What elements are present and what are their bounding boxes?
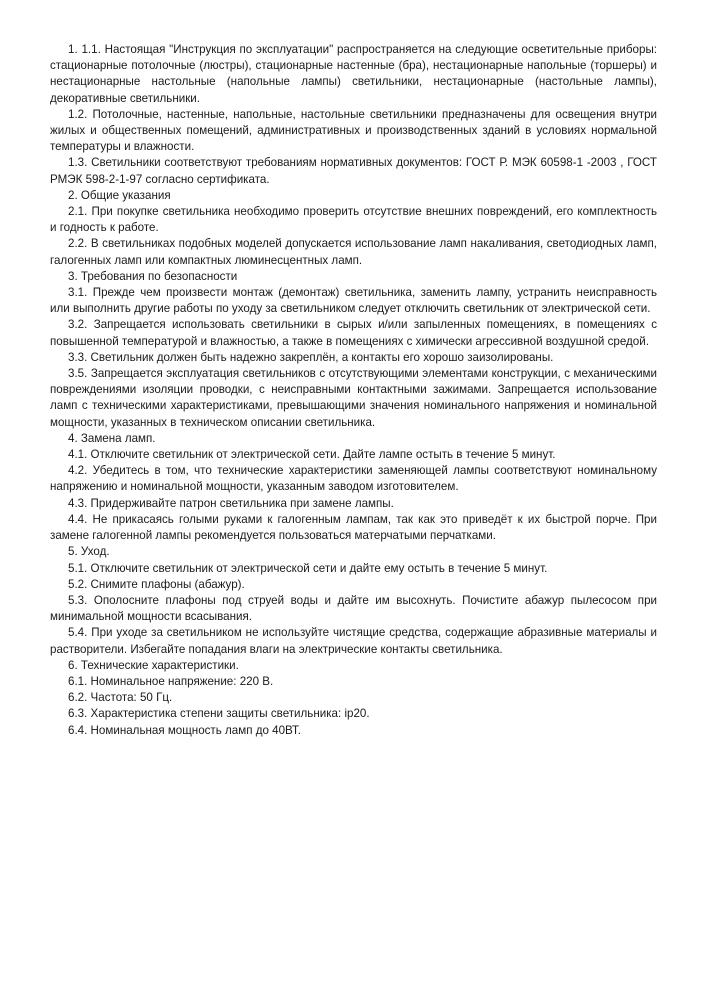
paragraph-5-1: 5.1. Отключите светильник от электрической сети и дайте ему остыть в течение 5 минут. [68,561,548,575]
paragraph-6-1: 6.1. Номинальное напряжение: 220 В. [68,674,274,688]
paragraph-6-3: 6.3. Характеристика степени защиты светильника: ip20. [68,707,370,721]
paragraph-1-3: 1.3. Светильники соответствуют требованиям нормативных документов: ГОСТ Р. МЭК 60598-1 -2003 , ГОСТ РМЭК 598-2-1-97 согласно сертификата. [50,156,657,186]
paragraph-4-4: 4.4. Не прикасаясь голыми руками к галогенным лампам, так как это приведёт к их быстрой порче. При замене галогенной лампы рекомендуется пользоваться матерчатыми перчатками. [50,512,657,543]
paragraph-5-4: 5.4. При уходе за светильником не используйте чистящие средства, содержащие абразивные материалы и растворители. Избегайте попадания влаги на электрические контакты светильника. [50,626,657,656]
paragraph-2-2: 2.2. В светильниках подобных моделей допускается использование ламп накаливания, светодиодных ламп, галогенных ламп или компактных люминесцентных ламп. [50,237,657,267]
paragraph-5-3: 5.3. Ополосните плафоны под струей воды и дайте им высохнуть. Почистите абажур пылесосом при минимальной мощности всасывания. [50,593,657,624]
instruction-document [50,42,657,739]
paragraph-4-1: 4.1. Отключите светильник от электрической сети. Дайте лампе остыть в течение 5 минут. [68,448,556,462]
paragraph-5-2: 5.2. Снимите плафоны (абажур). [68,577,245,591]
paragraph-3-1: 3.1. Прежде чем произвести монтаж (демонтаж) светильника, заменить лампу, устранить неисправность или выполнить другие работы по уходу за светильником следует отключить светильник от электрической сети. [50,286,657,316]
heading-section-3: 3. Требования по безопасности [68,269,238,283]
paragraph-3-5: 3.5. Запрещается эксплуатация светильников с отсутствующими элементами конструкции, с механическими повреждениями изоляции проводки, с неисправными контактными зажимами. Запрещается использование ламп с техническими характеристиками, превышающими значения номинального напряжения и номинальной мощности, указанных в техническом описании светильника. [50,367,657,429]
heading-section-4: 4. Замена ламп. [68,431,156,445]
heading-section-2: 2. Общие указания [68,188,171,202]
paragraph-3-3: 3.3. Светильник должен быть надежно закреплён, а контакты его хорошо заизолированы. [68,350,554,364]
paragraph-1-2: 1.2. Потолочные, настенные, напольные, настольные светильники предназначены для освещения внутри жилых и общественных помещений, административных и производственных зданий в условиях нормальной температуры и влажности. [50,107,657,154]
heading-section-5: 5. Уход. [68,545,110,559]
paragraph-4-3: 4.3. Придерживайте патрон светильника при замене лампы. [68,496,394,510]
paragraph-6-4: 6.4. Номинальная мощность ламп до 40ВТ. [68,723,301,737]
heading-section-6: 6. Технические характеристики. [68,658,239,672]
paragraph-3-2: 3.2. Запрещается использовать светильники в сырых и/или запыленных помещениях, в помещениях с повышенной температурой и влажностью, а также в помещениях с химически агрессивной воздушной средой. [50,318,657,348]
paragraph-6-2: 6.2. Частота: 50 Гц. [68,691,173,705]
paragraph-4-2: 4.2. Убедитесь в том, что технические характеристики заменяющей лампы соответствуют номинальному напряжению и номинальной мощности, указанным заводом изготовителем. [50,464,657,494]
paragraph-1-1: 1. 1.1. Настоящая "Инструкция по эксплуатации" распространяется на следующие осветительные приборы: стационарные потолочные (люстры), стационарные настенные (бра), нестационарные напольные (торшеры) и нестационарные настольные (напольные лампы) светильники, нестационарные (настольные лампы), декоративные светильники. [50,43,657,105]
paragraph-2-1: 2.1. При покупке светильника необходимо проверить отсутствие внешних повреждений, его комплектность и годность к работе. [50,205,657,235]
